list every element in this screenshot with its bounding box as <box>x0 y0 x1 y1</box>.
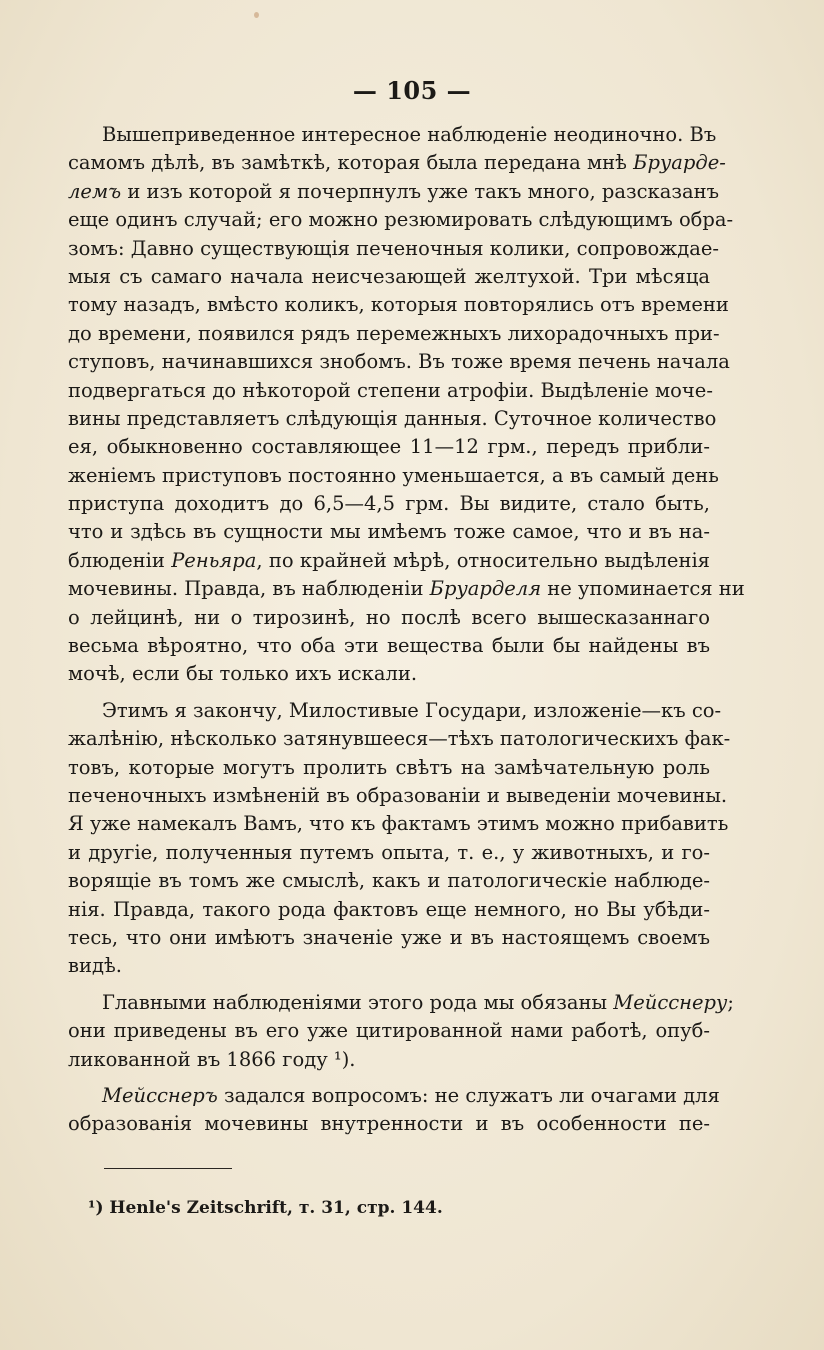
text-line <box>68 697 722 725</box>
text-line <box>68 1082 720 1110</box>
text-segment: жалѣнію, нѣсколько затянувшееся—тѣхъ патологическихъ фак- <box>68 727 731 751</box>
text-segment: весьма вѣроятно, что оба эти вещества были бы найдены въ <box>68 634 710 658</box>
text-segment: до времени, появился рядъ перемежныхъ лихорадочныхъ при- <box>68 321 720 345</box>
text-line <box>68 989 734 1017</box>
text-segment: товъ, которые могутъ пролить свѣтъ на замѣчательную роль <box>68 755 710 779</box>
text-line <box>68 782 728 810</box>
text-segment: Этимъ я закончу, Милостивые Государи, изложеніе—къ со- <box>102 698 722 722</box>
text-line <box>68 263 710 291</box>
text-line <box>68 178 719 206</box>
italic-name: Мейсснеръ <box>102 1083 218 1107</box>
text-segment: ея, обыкновенно составляющее 11—12 грм., передъ прибли- <box>68 435 710 459</box>
footnote-text: Henle's Zeitschrift, т. 31, стр. 144. <box>109 1198 443 1218</box>
text-line <box>68 839 710 867</box>
text-line <box>68 754 710 782</box>
text-segment: еще одинъ случай; его можно резюмировать слѣдующимъ обра- <box>68 208 734 232</box>
text-segment: ступовъ, начинавшихся знобомъ. Въ тоже время печень начала <box>68 350 730 374</box>
text-line <box>68 896 710 924</box>
text-segment: задался вопросомъ: не служатъ ли очагами для <box>217 1083 720 1107</box>
text-segment: женіемъ приступовъ постоянно уменьшается, а въ самый день <box>68 463 719 487</box>
text-segment: блюденіи <box>68 548 172 572</box>
text-segment: ликованной въ 1866 году ¹). <box>68 1047 356 1071</box>
text-line <box>68 405 717 433</box>
text-line <box>68 377 713 405</box>
body-text <box>68 121 745 1139</box>
text-segment: мочѣ, если бы только ихъ искали. <box>68 662 418 686</box>
italic-name: Реньяра <box>171 548 257 572</box>
footnote <box>88 1198 443 1218</box>
text-segment: подвергаться до нѣкоторой степени атрофіи. Выдѣленіе моче- <box>68 378 713 402</box>
text-line <box>68 952 710 980</box>
text-line <box>68 121 717 149</box>
text-line <box>68 547 710 575</box>
text-segment: печеночныхъ измѣненій въ образованіи и выведеніи мочевины. <box>68 783 728 807</box>
text-segment: и изъ которой я почерпнулъ уже такъ много, разсказанъ <box>121 179 719 203</box>
text-line <box>68 490 710 518</box>
italic-name: Бруарделя <box>429 577 542 601</box>
text-segment: и другіе, полученныя путемъ опыта, т. е., у животныхъ, и го- <box>68 840 710 864</box>
text-segment: что и здѣсь въ сущности мы имѣемъ тоже самое, что и въ на- <box>68 520 710 544</box>
text-line <box>68 206 734 234</box>
text-line <box>68 924 710 952</box>
page-number: — 105 — <box>352 76 472 105</box>
text-line <box>68 462 719 490</box>
text-segment: самомъ дѣлѣ, въ замѣткѣ, которая была передана мнѣ <box>68 151 634 175</box>
text-line <box>68 433 710 461</box>
text-line <box>68 149 726 177</box>
footnote-rule <box>104 1168 232 1169</box>
text-segment: Главными наблюденіями этого рода мы обязаны <box>102 990 614 1014</box>
italic-name: Мейсснеру <box>613 990 728 1014</box>
paragraph <box>68 697 731 981</box>
text-segment: , по крайней мѣрѣ, относительно выдѣленія <box>256 548 710 572</box>
paragraph <box>68 121 745 689</box>
text-line <box>68 291 729 319</box>
text-segment: вины представляетъ слѣдующія данныя. Суточное количество <box>68 406 717 430</box>
text-line <box>68 660 710 688</box>
text-line <box>68 1110 710 1138</box>
paper-speck <box>254 12 259 18</box>
text-segment: зомъ: Давно существующія печеночныя колики, сопровождае- <box>68 236 719 260</box>
paragraph-gap <box>68 981 710 989</box>
text-line <box>68 810 729 838</box>
text-segment: не упоминается ни <box>541 577 745 601</box>
text-segment: мочевины. Правда, въ наблюденіи <box>68 577 430 601</box>
text-segment: ворящіе въ томъ же смыслѣ, какъ и патологическіе наблюде- <box>68 869 710 893</box>
paragraph-gap <box>68 1074 710 1082</box>
text-segment: видѣ. <box>68 954 122 978</box>
text-line <box>68 518 710 546</box>
text-line <box>68 348 730 376</box>
footnote-marker: ¹) <box>88 1198 104 1218</box>
text-segment: приступа доходитъ до 6,5—4,5 грм. Вы видите, стало быть, <box>68 492 710 516</box>
italic-name: Бруарде- <box>633 151 726 175</box>
text-segment: Я уже намекалъ Вамъ, что къ фактамъ этимъ можно прибавить <box>68 812 729 836</box>
paragraph <box>68 1082 720 1139</box>
text-segment: тесь, что они имѣютъ значеніе уже и въ настоящемъ своемъ <box>68 925 710 949</box>
text-segment: тому назадъ, вмѣсто коликъ, которыя повторялись отъ времени <box>68 293 729 317</box>
text-segment: Вышеприведенное интересное наблюденіе неодиночно. Въ <box>102 123 717 146</box>
text-line <box>68 235 719 263</box>
text-line <box>68 575 745 603</box>
text-line <box>68 867 710 895</box>
text-segment: образованія мочевины внутренности и въ особенности пе- <box>68 1112 710 1136</box>
text-segment: нія. Правда, такого рода фактовъ еще немного, но Вы убѣди- <box>68 897 710 921</box>
text-segment: о лейцинѣ, ни о тирозинѣ, но послѣ всего вышесказаннаго <box>68 605 710 629</box>
text-line <box>68 320 720 348</box>
text-line <box>68 632 710 660</box>
text-line <box>68 1017 710 1045</box>
text-line <box>68 604 710 632</box>
paragraph-gap <box>68 689 710 697</box>
text-line <box>68 725 731 753</box>
paragraph <box>68 989 734 1074</box>
text-segment: они приведены въ его уже цитированной нами работѣ, опуб- <box>68 1019 710 1043</box>
italic-name: лемъ <box>68 179 122 203</box>
text-segment: мыя съ самаго начала неисчезающей желтухой. Три мѣсяца <box>68 264 710 288</box>
text-line <box>68 1046 710 1074</box>
text-segment: ; <box>727 990 734 1014</box>
